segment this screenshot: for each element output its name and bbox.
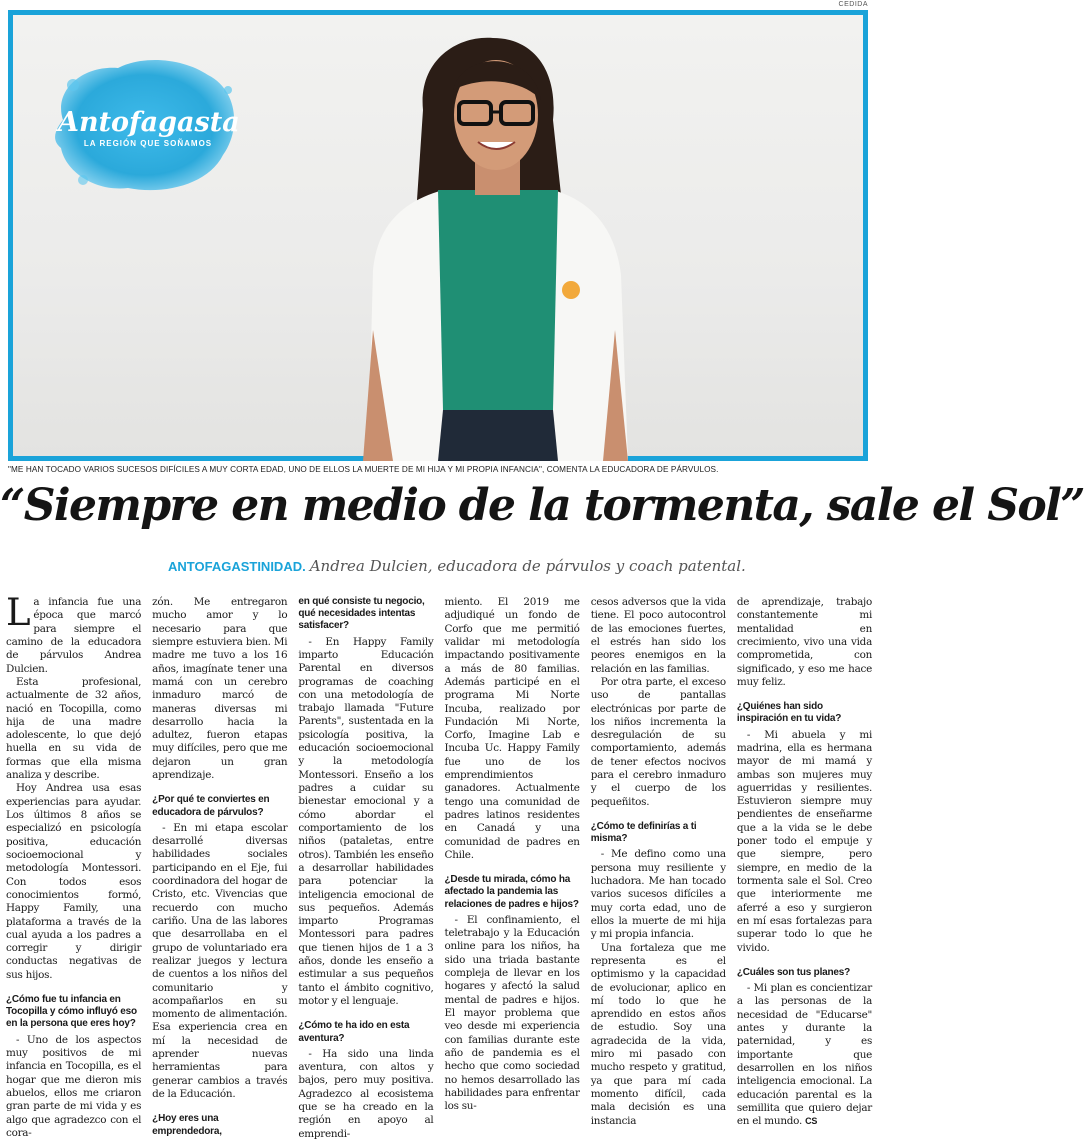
interview-question: ¿Por qué te conviertes en educadora de párvulos? [152, 794, 270, 818]
body-paragraph: - En mi etapa escolar desarrollé diversas habilidades sociales participando en el Eje, fui coordinadora del hogar de Cristo, etc. Vivencias que recuerdo con mucho cariño. Una de las labores que desarrollaba en el grupo de voluntariado era realizar juegos y lectura de cuentos a los niños del comunitario y acompañarlos en su momento de alimentación. Esa experiencia crea en mí la necesidad de aprender nuevas herramientas para generar cambios a través de la Educación. [152, 821, 288, 1100]
body-paragraph [737, 982, 872, 1128]
body-paragraph: Por otra parte, el exceso uso de pantallas electrónicas por parte de los niños incrementa la desregulación de su comportamiento, además de tener efectos nocivos para el cerebro inmaduro y el cuerpo de los pequeñitos. [590, 675, 726, 808]
body-paragraph: - El confinamiento, el teletrabajo y la Educación online para los niños, ha sido una triada bastante compleja de llevar en los hogares y afectó la salud mental de padres e hijos. El mayor problema que veo desde mi experiencia con familias durante este año de pandemia es el hecho que como sociedad no hemos desarrollado las habilidades para enfrentar los su- [444, 913, 580, 1113]
article-column-4 [444, 596, 580, 1113]
body-paragraph: - Ha sido una linda aventura, con altos y bajos, pero muy positiva. Agradezco al ecosistema que se ha creado en la región en apoyo al emprendi- [298, 1047, 434, 1140]
interview-question: en qué consiste tu negocio, qué necesidades intentas satisfacer? [298, 596, 425, 632]
body-paragraph: Esta profesional, actualmente de 32 años, nació en Tocopilla, como hija de una madre adolescente, lo que dejó huella en su vida de formas que ella misma analiza y describe. [6, 675, 142, 782]
article-column-6 [736, 596, 873, 1128]
photo-credit: CEDIDA [838, 1, 868, 8]
body-paragraph: - Mi abuela y mi madrina, ella es hermana mayor de mi mamá y ambas son mujeres muy aguerridas y resilientes. Estuvieron siempre muy pendientes de enseñarme que a la vida se le debe poner todo el empuje y que siempre, pero siempre, en medio de la tormenta sale el Sol. Creo que interiormente me aferré a eso y surgieron en mí esas fortalezas para superar todo lo que he vivido. [736, 728, 873, 954]
article-column-5 [590, 596, 726, 1127]
section-kicker: ANTOFAGASTINIDAD. [168, 559, 306, 574]
lead-paragraph [6, 591, 142, 676]
lead-text: a infancia fue una época que marcó para siempre el camino de la educadora de párvulos Andrea Dulcien. [6, 596, 142, 675]
interview-question: ¿Hoy eres una emprendedora, [152, 1113, 222, 1137]
body-paragraph: de aprendizaje, trabajo constantemente mi mentalidad en crecimiento, vivo una vida comprometida, con significado, y eso me hace muy feliz. [736, 596, 873, 688]
body-paragraph: Una fortaleza que me representa es el optimismo y la capacidad de evolucionar, aplico en mí todo lo que he aprendido en estos años de estudio. Soy una agradecida de la vida, miro mi pasado con mucho respeto y gratitud, ya que para mí cada momento difícil, cada mala decisión es una instancia [590, 941, 726, 1127]
interview-question: ¿Cómo te ha ido en esta aventura? [298, 1020, 410, 1044]
body-paragraph: - En Happy Family imparto Educación Parental en diversos programas de coaching con una metodología de trabajo llamada "Future Parents", sustentada en la psicología positiva, la educación socioemocional y la metodología Montessori. Enseño a los padres a cuidar su bienestar emocional y a cómo abordar el comportamiento de los niños (pataletas, entre otros). También les enseño a desarrollar habilidades para potenciar la inteligencia emocional de sus pequeños. Además imparto Programas Montessori para padres que tienen hijos de 1 a 3 años, donde les enseño a estimular a sus pequeños tanto el ámbito cognitivo, motor y el lenguaje. [298, 635, 434, 1007]
body-paragraph: cesos adversos que la vida tiene. El poco autocontrol de las emociones fuertes, el estrés han sido los peores enemigos en la relación en las familias. [590, 596, 726, 675]
interview-question: ¿Cuáles son tus planes? [736, 966, 851, 978]
body-paragraph: Hoy Andrea usa esas experiencias para ayudar. Los últimos 8 años se especializó en psicología positiva, educación socioemocional y metodología Montessori. Con todos esos conocimientos formó, Happy Family, una plataforma a través de la cual ayuda a los padres a corregir y dirigir conductas negativas de sus hijos. [6, 782, 142, 981]
portrait-figure-icon [353, 30, 643, 461]
end-mark: CS [805, 1116, 818, 1127]
body-paragraph: - Me defino como una persona muy resiliente y luchadora. Me han tocado varios sucesos difíciles a muy corta edad, uno de ellos la muerte de mi hija y mi propia infancia. [590, 848, 726, 941]
drop-cap: L [6, 591, 31, 634]
photo-caption: "ME HAN TOCADO VARIOS SUCESOS DIFÍCILES A MUY CORTA EDAD, UNO DE ELLOS LA MUERTE DE MI HIJA Y MI PROPIA INFANCIA", COMENTA LA EDUCADORA DE PÁRVULOS. [8, 465, 719, 474]
article-body [6, 591, 873, 1140]
article-column-1 [6, 591, 142, 1139]
interview-question: ¿Desde tu mirada, cómo ha afectado la pandemia las relaciones de padres e hijos? [444, 874, 579, 910]
article-subtitle [168, 557, 788, 575]
article-photo [8, 10, 868, 461]
body-paragraph: zón. Me entregaron mucho amor y lo necesario para que siempre estuviera bien. Mi madre me tuvo a los 16 años, imagínate tener una mamá con un cerebro inmaduro marcó de maneras diversas mi desarrollo hacia la adultez, fueron etapas muy difíciles, pero que me dejaron un gran aprendizaje. [152, 596, 288, 782]
region-logo-tagline: LA REGIÓN QUE SOÑAMOS [83, 139, 213, 148]
subtitle-text: Andrea Dulcien, educadora de párvulos y coach patental. [309, 557, 746, 575]
article-headline: “Siempre en medio de la tormenta, sale el Sol” [0, 480, 1084, 531]
body-paragraph: - Uno de los aspectos muy positivos de mi infancia en Tocopilla, es el hogar que me dieron mis abuelos, ellos me criaron gran parte de mi vida y es algo que agradezco con el cora- [6, 1033, 142, 1139]
region-logo-title: Antofagasta [58, 107, 240, 138]
interview-question: ¿Cómo fue tu infancia en Tocopilla y cómo influyó eso en la persona que eres hoy? [6, 994, 137, 1030]
interview-question: ¿Cómo te definirías a ti misma? [590, 821, 697, 845]
body-paragraph: miento. El 2019 me adjudiqué un fondo de Corfo que me permitió validar mi metodología impactando positivamente a más de 80 familias. Además participé en el programa Mi Norte Incuba, realizado por Fundación Mi Norte, Corfo, Imagine Lab e Incuba Uc. Happy Family fue uno de los emprendimientos ganadores. Actualmente tengo una comunidad de padres latinos residentes en Canadá y una comunidad de padres en Chile. [444, 596, 580, 861]
body-paragraph-text: - Mi plan es concientizar a las personas de la necesidad de "Educarse" antes y durante la paternidad, y es importante que desarrollen en los niños inteligencia emocional. La educación parental es la semillita que quiero dejar en el mundo. [736, 982, 873, 1128]
interview-question: ¿Quiénes han sido inspiración en tu vida? [736, 701, 842, 725]
article-column-3 [298, 596, 434, 1140]
article-column-2 [152, 596, 288, 1137]
